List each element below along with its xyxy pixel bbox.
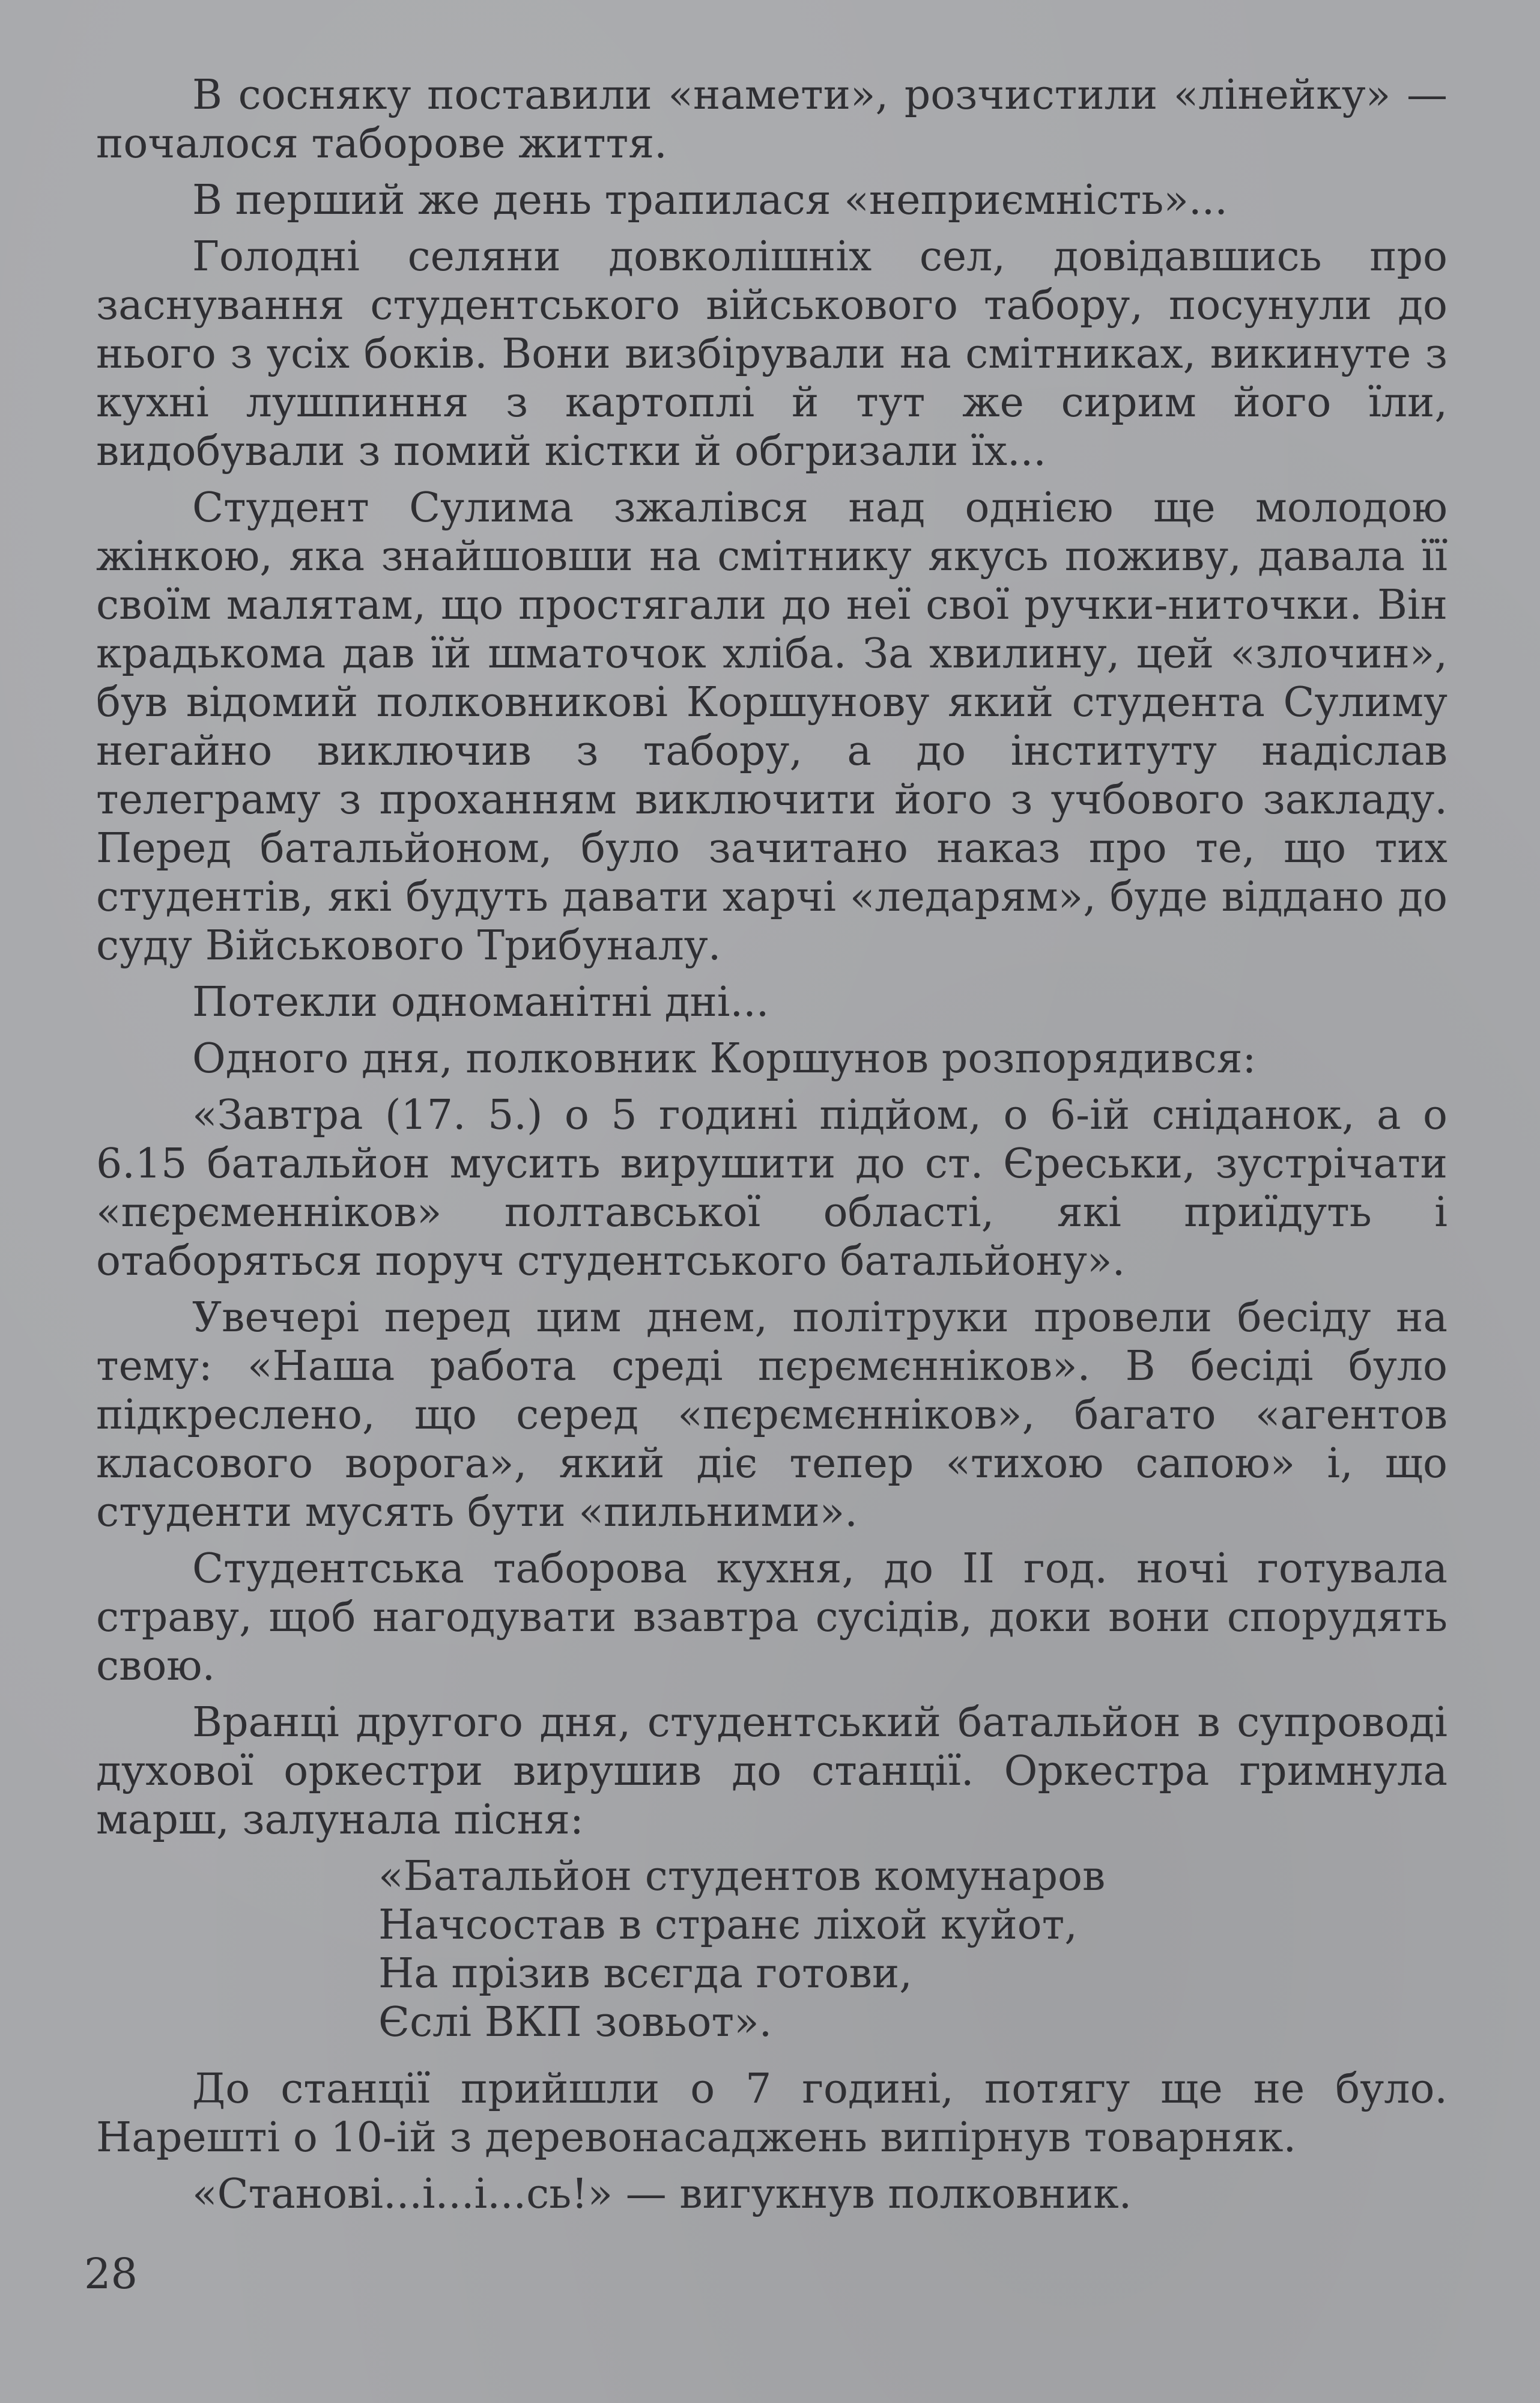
- verse-line: Начсостав в странє ліхой куйот,: [378, 1901, 1078, 1949]
- paragraph: Потекли одноманітні дні...: [192, 979, 769, 1026]
- paragraph: Увечері перед цим днем, політруки провели бесіду на тему: «Наша работа среді пєрємєнніков». В бесіді було підкреслено, що серед «пєрємєнніков», багато «агентов класового ворога», який діє тепер «тихою сапою» і, що студенти мусять бути «пильними».: [96, 1294, 1448, 1536]
- paragraph: «Завтра (17. 5.) о 5 годині підйом, о 6-ій сніданок, а о 6.15 батальйон мусить вирушити до ст. Єреськи, зустрічати «пєрєменніков» полтавської області, які приїдуть і отаборяться поруч студентського батальйону».: [96, 1092, 1448, 1285]
- paragraph: «Станові...і...і...сь!» — вигукнув полковник.: [192, 2171, 1132, 2218]
- verse-line: Єслі ВКП зовьот».: [378, 1999, 772, 2046]
- paragraph: До станції прийшли о 7 годині, потягу ще не було. Нарешті о 10-ій з деревонасаджень випірнув товарняк.: [96, 2065, 1448, 2161]
- paragraph: В сосняку поставили «намети», розчистили «лінейку» — почалося таборове життя.: [96, 71, 1448, 168]
- verse-line: На прізив всєгда готови,: [378, 1950, 912, 1997]
- paragraph: Вранці другого дня, студентський батальйон в супроводі духової оркестри вирушив до станції. Оркестра гримнула марш, залунала пісня:: [96, 1699, 1448, 1844]
- paragraph: Студентська таборова кухня, до II год. ночі готувала страву, щоб нагодувати взавтра сусідів, доки вони спорудять свою.: [96, 1545, 1448, 1690]
- book-page: [96, 71, 1448, 2354]
- page-number: 28: [84, 2249, 138, 2298]
- song-verse: [378, 1852, 1448, 2047]
- paragraph: Студент Сулима зжалівся над однією ще молодою жінкою, яка знайшовши на смітнику якусь поживу, давала її своїм малятам, що простягали до неї свої ручки-ниточки. Він крадькома дав їй шматочок хліба. За хвилину, цей «злочин», був відомий полковникові Коршунову який студента Сулиму негайно виключив з табору, а до інституту надіслав телеграму з проханням виключити його з учбового закладу. Перед батальйоном, було зачитано наказ про те, що тих студентів, які будуть давати харчі «ледарям», буде віддано до суду Військового Трибуналу.: [96, 484, 1448, 970]
- paragraph: В перший же день трапилася «неприємність»...: [192, 177, 1228, 224]
- verse-line: «Батальйон студентов комунаров: [378, 1853, 1106, 1900]
- paragraph: Одного дня, полковник Коршунов розпорядився:: [192, 1035, 1257, 1083]
- paragraph: Голодні селяни довколішніх сел, довідавшись про заснування студентського військового табору, посунули до нього з усіх боків. Вони визбірували на смітниках, викинуте з кухні лушпиння з картоплі й тут же сирим його їли, видобували з помий кістки й обгризали їх...: [96, 233, 1448, 475]
